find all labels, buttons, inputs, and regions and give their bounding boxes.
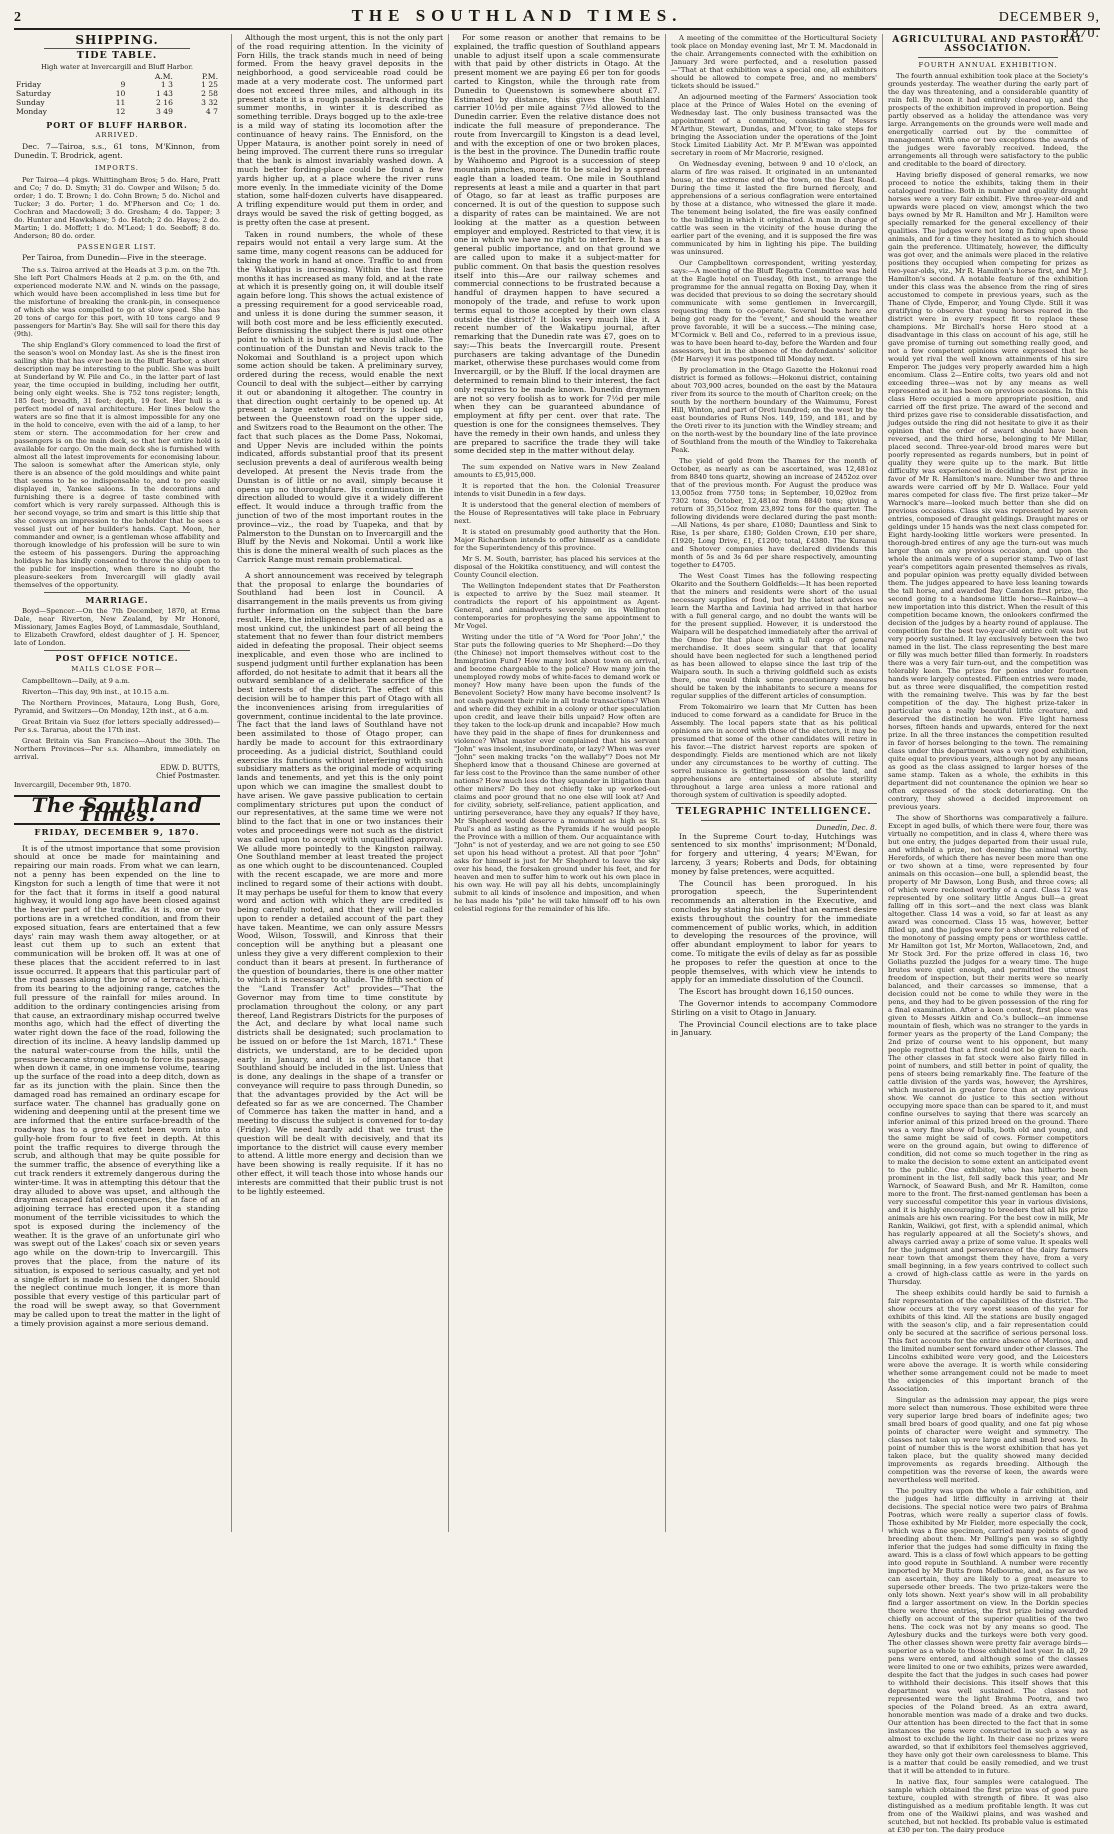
arrived-heading: ARRIVED. bbox=[95, 131, 139, 140]
telegraphic-paragraph: The Governor intends to accompany Commodore Stirling on a visit to Otago in January. bbox=[671, 998, 877, 1017]
news-item: From Tokomairiro we learn that Mr Cutten has been induced to come forward as a candidate for Bruce in the Assembly. The local papers state that as his political opinions are in accord with those of the electors, it may be presumed that some of the other candidates will retire in his favor.—The district harvest reports are spoken of despondingly. Fields are mentioned which are not likely under any circumstances to be worthy of cutting. The sorrel nuisance is getting possession of the land, and apprehensions are entertained of absolute sterility throughout a large area unless a more rational and thorough system of cultivation is speedily adopted. bbox=[671, 703, 877, 799]
editorial-paragraph: A short announcement was received by telegraph that the proposal to enlarge the boundaries of Southland had been lost in Council. A disarrangement in the mails prevents us from giving further information on the subject than the bare result. Here, the intelligence has been accepted as a most unkind cut, the unkindest part of all being the statement that no fewer than four district members aided in defeating the proposal. Their object seems inexplicable, and even those who are inclined to suspend judgment until further explanation has been afforded, do not hesitate to admit that it bears all the outward semblance of a deliberate sacrifice of the best interests of the district. The effect of this decision will be to hamper this part of Otago with all the inconveniences arising from irregularities of government, continue incidental to the late province. The fact that the land laws of Southland have not been assimilated to those of Otago proper, can hardly be made to account for this extraordinary proceeding. As a judicial district, Southland could exercise its functions without interfering with such subsidiary matters as the original mode of acquiring lands and tenements, and yet this is the only point upon which we can imagine the smallest doubt to have arisen. We gave passive publication to certain complimentary strictures put upon the conduct of our representatives, at the same time we were not blind to the fact that in one or two instances their votes and proceedings were not such as the district was called upon to accept with unqualified approval. We allude more pointedly to the Kingston railway. One Southland member at least treated the project as one which ought to be discountenanced. Coupled with the recent escapade, we are more and more inclined to regard some of their actions with doubt. It may perhaps be useful for them to know that every word and action with which they are credited is being carefully noted, and that they will be called upon to render a detailed account of the part they have taken. Meantime, we can only assure Messrs Wood, Wilson, Tosswill, and Kinross that their conception will be anything but a pleasant one unless they give a very different complexion to their conduct than it bears at present. In furtherance of the question of boundaries, there is one other matter to which it is necessary to allude. The fifth section of the "Land Transfer Act" provides—"That the Governor may from time to time constitute by proclamation throughout the colony, or any part thereof, Land Registrars Districts for the purposes of the Act, and declare by what local name such districts shall be designated; such proclamation to be issued on or before the 1st March, 1871." These districts, we understand, are to be decided upon early in January, and it is of importance that Southland should be included in the list. Unless that is done, any dealings in the shape of a transfer or conveyance will require to pass through Dunedin, so that the advantages provided by the Act will be defeated so far as we are concerned. The Chamber of Commerce has taken the matter in hand, and a meeting to discuss the subject is convened for to-day (Friday). We need hardly add that we trust the question will be dealt with decisively, and that its importance to the district will cause every member to attend. A little more energy and decision than we have been showing is really requisite. If it has no other effect, it will teach those into whose hands our interests are committed that their public trust is not to be lightly esteemed. bbox=[237, 570, 443, 1196]
issue-date: DECEMBER 9, 1870. bbox=[998, 10, 1100, 41]
telegraphic-heading: TELEGRAPHIC INTELLIGENCE. bbox=[676, 806, 872, 817]
agricultural-paragraph: The poultry was upon the whole a fair exhibition, and the judges had little difficulty in arriving at their decisions. The special notice were two pairs of Brahma Pootras, which were really a superior class of fowls. Those exhibited by Mr Fielder, more especially the cock, which was a fine specimen, carried many points of good breeding about them. Mr Pelling's pen was so slightly inferior that the judges had some difficulty in fixing the award. This is a class of fowl which appears to be getting into good repute in Southland. A number were recently imported by Mr Butts from Melbourne, and, as far as we can ascertain, they are likely to a great measure to supersede other breeds. The two prize-takers were the only lots shown. Next year's show will in all probability find a larger assortment on view. In the Dorkin species there were three entries, the first prize being awarded chiefly on account of the superior qualities of the two hens. The cock was not by any means so good. The Aylesbury ducks and the turkeys were both very good. The other classes shown were pretty fair average birds—superior as a whole to those exhibited last year. In all, 29 pens were entered, and although some of the classes were limited to one or two exhibits, prizes were awarded, despite the fact that the judges in such cases had power to withhold their decisions. This itself shows that this department was well sustained. The classes not represented were the light Brahma Pootra, and two species of the Poland breed. As an extra award, honorable mention was made of a drake and two ducks. Our attention has been directed to the fact that in some instances the pens were constructed in such a way as almost to exclude the light. In their case no prizes were awarded, so that if exhibitors feel themselves aggrieved, they have only got their own carelessness to blame. This is a matter that could be easily remedied, and we trust that it will be attended to in future. bbox=[888, 1487, 1088, 1776]
agricultural-paragraph: Singular as the admission may appear, the pigs were more select than numerous. Those exhibited were three very superior large bred boars of indefinite ages; two small bred boars of good quality, and one fat pig whose points of character were weight and symmetry. The classes not taken up were large and small bred sows. In point of number this is the worst exhibition that has yet taken place, but the quality showed many decided improvements as regards breeding. Although the competition was the reverse of keen, the awards were nevertheless well merited. bbox=[888, 1396, 1088, 1485]
passenger-heading: PASSENGER LIST. bbox=[77, 242, 157, 251]
editorial-date: FRIDAY, DECEMBER 9, 1870. bbox=[34, 827, 200, 838]
news-item: On Wednesday evening, between 9 and 10 o'clock, an alarm of fire was raised. It originated in an untenanted house, at the extreme end of the town, on the East Road. During the time it lasted the fire burned fiercely, and apprehensions of a serious conflagration were entertained by those at a distance, who witnessed the glare it made. The tenement being isolated, the fire was easily confined to the building in which it originated. A man in charge of cattle was seen in the vicinity of the house during the earlier part of the evening, and it is supposed the fire was communicated by him in lighting his pipe. The building was uninsured. bbox=[671, 160, 877, 256]
tide-row: Sunday 11 2 16 3 32 bbox=[16, 97, 218, 107]
passenger-text: Per Tairoa, from Dunedin—Five in the steerage. bbox=[22, 253, 207, 263]
column-4 bbox=[665, 34, 877, 1532]
page-number: 2 bbox=[14, 10, 21, 25]
news-item: An adjourned meeting of the Farmers' Association took place at the Prince of Wales Hotel on the evening of Wednesday last. The only business transacted was the appointment of a committee, consisting of Messrs M'Arthur, Stewart, Dundas, and M'Ivor, to take steps for bringing the Association under the operations of the Joint Stock Limited Liability Act. Mr P. M'Ewan was appointed secretary in room of Mr Macrorie, resigned. bbox=[671, 93, 877, 157]
editorial-paragraph: For some reason or another that remains to be explained, the traffic question of Southland appears unable to adjust itself upon a scale commensurate with that paid by other districts in Otago. At the present moment we are paying £6 per ton for goods carted to Kingston, while the through rate from Dunedin to Queenstown is somewhere about £7. Estimated by distance, this gives the Southland carrier 10½d per mile against 7½d allowed to the Dunedin carrier. Even the relative distance does not indicate the full measure of preponderance. The route from Invercargill to Kingston is a dead level, and with the exception of one or two broken places, is the best in the province. The Dunedin traffic route by Waihoemo and Pigroot is a succession of steep mountain pinches, more fit to be scaled by a spread eagle than a loaded team. One mile in Southland represents at least a mile and a quarter in that part of Otago, so far at least as traffic purposes are concerned. It is out of the question to suppose such a disparity of rates can be maintained. We are not looking at the matter as a question between employer and employed. Restricted to that view, it is one in which we have no right to interfere. It has a general public importance, and on that ground we are called upon to make it a subject-matter for public comment. On that basis the question resolves itself into this—Are our railway schemes and commercial connections to be frustrated because a handful of draymen happen to have secured a monopoly of the trade, and refuse to work upon terms equal to those accepted by their own class outside the district? It looks very much like it. A recent number of the Wakatipu journal, after remarking that the Dunedin rate was £7, goes on to say:—This beats the Invercargill route. Present purchasers are taking advantage of the Dunedin market, otherwise these purchases would come from Invercargill, or by the Bluff. If the local draymen are determined to remain blind to their interest, the fact only requires to be made known. Dunedin draymen are not so very foolish as to work for 7½d per mile when they can be guaranteed abundance of employment at fifty per cent. over that rate. The question is one for the consignees themselves. They have the remedy in their own hands, and unless they are prepared to sacrifice the trade they will take some decided step in the matter without delay. bbox=[454, 33, 660, 456]
agricultural-paragraph: The sheep exhibits could hardly be said to furnish a fair representation of the capabilities of the district. The show occurs at the very worst season of the year for exhibits of this kind. All the stations are busily engaged with the season's clip, and a fair representation could only be secured at the sacrifice of serious personal loss. This fact accounts for the entire absence of Merinos, and the limited number sent forward under other classes. The Lincolns exhibited were very good, and the Leicesters were above the average. It is worth while considering whether some arrangement could not be made to meet the exigencies of this important branch of the Association. bbox=[888, 1289, 1088, 1394]
news-item: It is understood that the general election of members of the House of Representatives will take place in February next. bbox=[454, 501, 660, 526]
telegraphic-dateline: Dunedin, Dec. 8. bbox=[816, 822, 877, 832]
arrived-text: Dec. 7—Tairoa, s.s., 61 tons, M'Kinnon, from Dunedin. T. Brodrick, agent. bbox=[14, 142, 220, 160]
editorial-paragraph: It is of the utmost importance that some provision should at once be made for maintaining and repairing our main roads. From what we can learn, not a penny has been expended on the line to Kingston for such a length of time that were it not for the fact that it forms in itself a good natural highway, it would long ago have been closed against the heavier part of the traffic. As it is, one or two portions are in a wretched condition, and from their exposed situation, fears are entertained that a few days' rain may wash them away altogether, or at least cut them up to such an extent that communication will be broken off. It was at one of these places that the accident referred to in last issue occurred. It appears that this particular part of the road passes along the brow of a terrace, which, from its bearing to the adjoining range, catches the full pressure of the rainfall for miles around. In addition to the ordinary contingencies arising from that cause, an extraordinary mishap occurred twelve months ago, which had the effect of diverting the water right down the face of the road, following the direction of its incline. A heavy landslip dammed up the natural water-course from the hills, until the pressure became strong enough to force its passage, when down it came, in one immense volume, tearing up the surface of the road into a deep ditch, down as far as its junction with the plain. Since then the damaged road has remained an ordinary escape for surface water. The channel has gradually gone on widening and deepening until at the present time we are informed that the entire surface-breadth of the roadway has to a great extent been worn into a gully-hole from four to five feet in depth. At this point the traffic requires to diverge through the scrub, and although that may be quite possible for the summer traffic, the absence of everything like a cut track renders it extremely dangerous during the winter-time. It was in attempting this détour that the dray alluded to above was upset, and although the drayman escaped fatal consequences, the face of an adjoining terrace has erected upon it a standing monument of the terrible vicissitudes to which the spot is exposed during the inclemency of the weather. It is the grave of an unfortunate girl who was swept out of the Lakes' coach six or seven years ago while on the down-trip to Invercargill. This proves that the place, from the nature of its situation, is exposed to serious casualty, and yet not a single effort is made to lessen the danger. Should the neglect continue much longer, it is more than possible that every vestige of this particular part of the road will be swept away, so that Government may be called upon to treat the matter in the light of a timely provision against a more serious demand. bbox=[14, 843, 220, 1328]
tide-col-pm: P.M. bbox=[201, 71, 218, 81]
post-office-place-date: Invercargill, December 9th, 1870. bbox=[14, 781, 132, 790]
column-2 bbox=[231, 34, 443, 1532]
postmaster-signature: EDW. D. BUTTS, bbox=[160, 762, 220, 772]
telegraphic-paragraph: In the Supreme Court to-day, Hutchings was sentenced to six months' imprisonment; M'Donald, for forgery and uttering, 4 years; M'Ewan, for larceny, 3 years; Roberts and Dods, for obtaining money by false pretences, were acquitted. bbox=[671, 831, 877, 876]
marriage-text: Boyd—Spencer.—On the 7th December, 1870, at Erma Dale, near Riverton, New Zealand, by Mr Honoré, Missionary, James Eagles Boyd, of Lammasdale, Southland, to Elizabeth Crawford, eldest daughter of J. H. Spencer, late of London. bbox=[14, 606, 220, 647]
tide-table-heading: TIDE TABLE. bbox=[76, 49, 158, 61]
news-item: The yield of gold from the Thames for the month of October, as nearly as can be ascertained, was 12,481oz from 8840 tons quartz, showing an increase of 2452oz over that of the previous month. For August the produce was 13,005oz from 7750 tons; in September, 10,029oz from 7302 tons; October, 12,481oz from 8840 tons; giving a return of 35,515oz from 23,892 tons for the quarter. The following dividends were declared during the past month:—All Nations, 4s per share, £1080; Dauntless and Sink to Rise, 1s per share, £180; Golden Crown, £10 per share, £1920; Long Drive, £1, £1200; total, £4380. The Kuranui and Shotover companies have declared dividends this month of 5s and 3s 6d per share respectively, amounting together to £4705. bbox=[671, 457, 877, 569]
news-item: The sum expended on Native wars in New Zealand amounts to £5,915,000. bbox=[454, 463, 660, 480]
news-item: By proclamation in the Otago Gazette the Hokonui road district is formed as follows:—Hokonui district, containing about 703,900 acres, bounded on the east by the Mataura river from its source to the mouth of Charlton creek; on the south by the northern boundary of the Waimumu, Forest Hill, Winton, and part of Oreti hundred; on the west by the east boundaries of Runs Nos. 149, 159, and 181, and by the Oreti river to its junction with the Windley stream; and on the north-west by the boundary line of the late province of Southland from the mouth of the Windley to Takerehaka Peak. bbox=[671, 366, 877, 454]
news-item: Mr S. M. South, barrister, has placed his services at the disposal of the Hokitika constituency, and will contest the County Council election. bbox=[454, 555, 660, 580]
mail-item: Campbelltown—Daily, at 9 a.m. bbox=[22, 676, 130, 685]
postmaster-title: Chief Postmaster. bbox=[156, 771, 220, 781]
tide-table bbox=[14, 73, 220, 117]
column-3 bbox=[448, 34, 660, 1532]
agricultural-subheading: FOURTH ANNUAL EXHIBITION. bbox=[918, 60, 1058, 69]
tide-row: Friday 9 1 3 1 25 bbox=[16, 80, 218, 90]
mail-item: Great Britain via San Francisco—About the 30th. The Northern Provinces—Per s.s. Alhambra, immediately on arrival. bbox=[14, 736, 220, 761]
column-5 bbox=[882, 34, 1088, 1834]
imports-heading: IMPORTS. bbox=[95, 163, 139, 172]
editorial-paragraph: Although the most urgent, this is not the only part of the road requiring attention. In the vicinity of Forn Hills, the track stands much in need of being formed. From the heavy gravel deposits in the neighborhood, a good serviceable road could be made at a very moderate cost. The unformed part does not exceed three miles, and although in its present state it is a rough passable track during the summer months, in winter it is described as something terrible. Drays bogged up to the axle-tree is a mild way of stating its locomotion after the continuance of heavy rains. The Ennisford, on the Upper Mataura, is another point sorely in need of being improved. The current there runs so irregular that the bank is almost invariably washed down. A much better fording-place could be found a few yards higher up, at a place where the river runs more evenly. In the immediate vicinity of the Dome station, some half-dozen culverts have disappeared. A trifling expenditure would put them in order, and drays would be saved the risk of getting bogged, as is pretty often the case at present. bbox=[237, 33, 443, 227]
tide-col-am: A.M. bbox=[154, 71, 173, 81]
port-heading: PORT OF BLUFF HARBOR. bbox=[46, 119, 188, 130]
news-item: It is stated on presumably good authority that the Hon. Major Richardson intends to offer himself as a candidate for the Superintendency of this province. bbox=[454, 528, 660, 553]
mail-item: Great Britain via Suez (for letters specially addressed)—Per s.s. Tararua, about the 17th inst. bbox=[14, 717, 220, 734]
tide-row: Monday 12 3 49 4 7 bbox=[16, 106, 218, 116]
tide-row: Saturday 10 1 43 2 58 bbox=[16, 89, 218, 99]
running-title: THE SOUTHLAND TIMES. bbox=[351, 6, 683, 25]
news-item: Writing under the title of "A Word for 'Poor John'," the Star puts the following queries to Mr Shepherd:—Do they (the Chinese) not import themselves without cost to the Immigration Fund? How many lost about town on arrival, and become chargeable to the police? How many join the unemployed rowdy mobs of white-faces to demand work or money? How many have been upon the funds of the Benevolent Society? How many have become insolvent? Is not cash payment their rule in all trade transactions? When and where did they exhibit in a colony or other speculation upon credit, and leave their bills unpaid? How often are they taken to the lock-up drunk and incapable? How much have they paid in the shape of fines for drunkenness and violence? What master ever complained that his servant "John" was insolent, insubordinate, or lazy? When was ever "John" seen making tracks "on the wallaby"? Does not Mr Shepherd know that a thousand Chinese are governed at far less cost to the Province than the same number of other nations? How much less do they squander in litigation than other miners? Do they not chiefly take up worked-out claims and poor ground that no one else will look at? And for civility, sobriety, self-reliance, patient application, and untiring perseverance, have they any equals? If they have, Mr Shepherd would deserve a monument as high as St. Paul's and as lasting as the Pyramids if he would people the Province with a million of them. Our acquaintance with "John" is not of yesterday, and we are not going to see £50 set upon his head without a protest. All that poor "John" asks for himself is just for Mr Shepherd to leave the sky over his head, the forsaken ground under his feet, and for heaven and men to suffer him to work out his own place in his own way. He will pay all his debts, uncomplainingly submit to all kinds of insolence and imposition, and when he has made his "pile" he will take himself off to his own celestial regions for the remainder of his life. bbox=[454, 633, 660, 914]
imports-text: Per Tairoa—4 pkgs. Whittingham Bros; 5 do. Hare, Pratt and Co; 7 do. D. Smyth; 31 do. Cowper and Wilson; 5 do. order; 1 do. T. Brown; 1 do. Cohn Brown; 5 do. Nichol and Tucker; 3 do. Porter; 1 do. M'Pherson and Co; 1 do. Cochran and Macdowell; 3 do. Gresham; 4 do. Tapper; 3 do. Hunter and Hawkshaw; 5 do. Hatch; 2 do. Hayes; 2 do. Martin; 1 do. Moffett; 1 do. M'Leod; 1 do. Seeboff; 8 do. Anderson; 80 do. order. bbox=[14, 175, 220, 240]
shipping-heading: SHIPPING. bbox=[75, 33, 159, 47]
shipping-news: The ship England's Glory commenced to load the first of the season's wool on Monday last. As she is the finest iron sailing ship that has ever been in the Bluff Harbor, a short description may be interesting to the public. She was built at Sunderland by W. Pile and Co., in the latter part of last year, the time occupied in building, including her outfit, being only eight weeks. She is 752 tons register; length, 185 feet; breadth, 31 feet; depth, 19 feet. Her hull is a perfect model of naval architecture. Her lines below the waters are so fine that it is almost impossible for any one in the hold to conceive, even with the aid of a lamp, to her stem or stern. The accommodation for her crew and passengers is on the main deck, so that her entire hold is available for cargo. On the main deck she is furnished with almost all the latest improvements for economising labour. The saloon is somewhat after the American style, only there is an absence of the gold mouldings and white paint that seems to be so indispensable to, and to pro easily displayed in, Yankee saloons. In the decorations and furnishing there is a degree of taste combined with comfort which is very rarely surpassed. Although this is her second voyage, so trim and smart is this little ship that she conveys an impression to the beholder that he sees a vessel just out of her builder's hands. Capt. Moon, her commander and owner, is a gentleman whose affability and thorough knowledge of his profession will be sure to win the esteem of his passengers. During the approaching holidays he has kindly consented to throw the ship open to the public for inspection, when there is no doubt the pleasure-seekers from Invercargill will gladly avail themselves of the opportunity. bbox=[14, 341, 220, 590]
marriage-heading: MARRIAGE. bbox=[85, 595, 149, 606]
post-office-heading: POST OFFICE NOTICE. bbox=[55, 652, 179, 663]
mail-item: Riverton—This day, 9th inst., at 10.15 a.m. bbox=[22, 687, 170, 696]
post-office-subheading: MAILS CLOSE FOR— bbox=[71, 664, 163, 673]
columns bbox=[14, 33, 1100, 1834]
agricultural-paragraph: In native flax, four samples were catalogued. The sample which obtained the first prize was of good pure texture, coupled with strength of fibre. It was also distinguished as a medium profitable length. It was cut from one of the Waikiwi plains, and was washed and scutched, but not heckled. Its probable value is estimated at £30 per ton. The dairy produce bbox=[888, 1778, 1088, 1834]
shipping-news: The s.s. Tairoa arrived at the Heads at 3 p.m. on the 7th. She left Port Chalmers Heads at 2 p.m. on the 6th, and experienced moderate N.W. and N. winds on the passage, which would have been accomplished in less time but for the misfortune of breaking the crank-pin, in consequence of which she was compelled to go at slow speed. She has 20 tons of cargo for this port, with 10 tons cargo and 9 passengers for Martin's Bay. She will sail for there this day (9th). bbox=[14, 266, 220, 339]
news-item: It is reported that the hon. the Colonial Treasurer intends to visit Dunedin in a few days. bbox=[454, 482, 660, 499]
tide-intro: High water at Invercargill and Bluff Harbor. bbox=[40, 62, 194, 71]
editorial-paragraph: Taken in round numbers, the whole of these repairs would not entail a very large sum. At the same time, many cogent reasons can be adduced for taking the work in hand at once. Traffic to and from the Wakatipu is increasing. Within the last three months it has increased as many fold, and at the rate at which it is presently going on, it will double itself again before long. This shows the actual existence of a pressing requirement for a good serviceable road, and unless it is done during the summer season, it will both cost more and be less efficiently executed. Before dismissing the subject there is just one other point to which it is but right we should allude. The continuation of the Dunstan and Nevis track to the Nokomai and Southland is a project upon which some action should be taken. A preliminary survey, ordered during the recess, would enable the next Council to deal with the subject—either by carrying it out or abandoning it altogether. The country in that direction ought certainly to be opened up. At present a large extent of territory is locked up between the Queenstown road on the upper side, and Switzers road to the Beaumont on the other. The fact that such places as the Dome Pass, Nokomai, and Upper Nevis are included within the points indicated, affords substantial proof that its present seclusion prevents a deal of auriferous wealth being developed. At present the Nevis trade from the Dunstan is of little or no avail, simply because it opens up no thoroughfare. Its continuation in the direction alluded to would give it a widely different effect. It would induce a through traffic from the junction of two of the most important routes in the province—viz., the road by Tuapeka, and that by Palmerston to the Dunstan on to Invercargill and the Bluff by the Nevis and Nokomai. Until a work like this is done the mineral wealth of such places as the Carrick Range must remain problematical. bbox=[237, 229, 443, 565]
flag-title: The Southland Times. bbox=[31, 793, 203, 826]
agricultural-heading: AGRICULTURAL AND PASTORAL ASSOCIATION. bbox=[892, 35, 1084, 54]
news-item: Our Campbelltown correspondent, writing yesterday, says:—A meeting of the Bluff Regatta Committee was held at the Eagle hotel on Tuesday, 6th inst., to arrange the programme for the annual regatta on Boxing Day, when it was decided that previous to so doing the secretary should communicate with some gentlemen in Invercargill, requesting them to co-operate. Several boats here are being got ready for the "event," and should the weather prove favorable, it will be a success.—The mining case, M'Cormick v. Bell and Co., referred to in a previous issue, was to have been heard to-day, before the Warden and four assessors, but in the absence of the defendants' solicitor (Mr Harvey) it was postponed till Monday next. bbox=[671, 259, 877, 363]
telegraphic-paragraph: The Council has been prorogued. In his prorogation speech, the Superintendent recommends an alteration in the Executive, and concludes by stating his belief that an earnest desire exists throughout the country for the immediate commencement of public works, which, in addition to developing the resources of the province, will offer abundant employment to labor for years to come. To mitigate the evils of delay as far as possible he proposes to refer the question at once to the people themselves, with which view he intends to apply for an immediate dissolution of the Council. bbox=[671, 878, 877, 985]
telegraphic-paragraph: The Escort has brought down 16,150 ounces. bbox=[679, 987, 854, 997]
news-item: The Wellington Independent states that Dr Featherston is expected to arrive by the Suez mail steamer. It contradicts the report of his appointment as Agent-General, and animadverts severely on its Wellington contemporaries for prophesying the same appointment to Mr Vogel. bbox=[454, 582, 660, 631]
news-item: A meeting of the committee of the Horticultural Society took place on Monday evening last, Mr T. M. Macdonald in the chair. Arrangements connected with the exhibition on January 3rd were perfected, and a resolution passed—"That at that exhibition was a special one, all exhibitors should be allowed to compete free, and no members' tickets should be issued." bbox=[671, 34, 877, 90]
agricultural-paragraph: The show of Shorthorns was comparatively a failure. Except in aged bulls, of which there were four, there was virtually no competition, and in class 4, where there was but one entry, the judges departed from their usual rule, and withheld a prize, not deeming the animal worthy. Herefords, of which there has never been more than one or two shown at a time, were represented by four animals on this occasion—one bull, a splendid beast, the property of Mr Dawson, Long Bush, and three cows; all of which were reckoned worthy of a card. Class 12 was represented by one solitary little Angus bull—a great falling off in this sort—and the next class was blank altogether. Class 14 was a void, so far at least as any award was concerned. Class 15 was, however, better filled up, and the judges were for a short time relieved of the monotony of passing empty pens or worthless cattle. Mr Hamilton got 1st, Mr Morton, Wallacetown, 2nd, and Mr Stock 3rd. For the prize offered in class 16, two Goliaths puzzled the judges for a weary time. The huge brutes were quiet enough, and permitted the utmost freedom of inspection, but their merits were so nearly balanced, and their carcasses so immense, that a decision could not be come to while they were in the pens, and they had to be given possession of the ring for a final examination. After a keen contest, first place was given to Messrs Aitkin and Co.'s bullock—an immense mountain of flesh, which was no stranger to the yards in former years as the property of the Land Company; the 2nd prize of course went to his opponent, but many people regretted that a first could not be given to each. The other classes in fat stock were also fairly filled in point of numbers, and still better in point of quality, the pens of steers being remarkably fine. The feature of the cattle division of the yards was, however, the Ayrshires, which mustered in greater force than at any previous show. We cannot do justice to this section without occupying more space than can be spared to it, and must confine ourselves to saying that there was scarcely an inferior animal of this prized breed on the ground. There was a very fine show of bulls, both old and young, and the same might be said of cows. Former competitors were on the ground again, but owing to difference of condition, did not come so much together in the ring as to make the decision to some extent an anticipated event to the public. One exhibitor, who has hitherto been prominent in the list, fell sadly back this year, and Mr Warnock, of Seaward Bush, and Mr R. Hamilton, come more to the front. The first-named gentleman has been a very successful competitor this year in various divisions, and it is highly encouraging to breeders that all his prize animals are his own rearing. For the best cow in milk, Mr Rankin, Waikiwi, got first, with a splendid animal, which has regularly appeared at all the Society's shows, and always carried away a prize of some value. It speaks well for the judgment and perseverance of the dairy farmers near town that amongst them they have, from a very small beginning, in a few years contrived to collect such a crowd of high-class cattle as were in the yards on Thursday. bbox=[888, 814, 1088, 1287]
agricultural-paragraph: The fourth annual exhibition took place at the Society's grounds yesterday. The weather during the early part of the day was threatening, and a considerable quantity of rain fell. By noon it had entirely cleared up, and the prospects of the exhibition improved in proportion. Being partly observed as a holiday the attendance was very large. Arrangements on the grounds were well made and energetically carried out by the committee of management. With one or two exceptions the awards of the judges were favorably received. Indeed, the arrangements all through were satisfactory to the public and creditable to the board of directory. bbox=[888, 72, 1088, 169]
agricultural-paragraph: Having briefly disposed of general remarks, we now proceed to notice the exhibits, taking them in their catalogued routine. Both in number and quality draught horses were a very fair exhibit. Five three-year-old and upwards were placed on view, amongst which the two bays owned by Mr R. Hamilton and Mr J. Hamilton were specially remarked for the general excellency of their qualities. The judges were not long in fixing upon those animals, and for a time they hesitated as to which should gain the preference. Ultimately, however, the difficulty was got over, and the animals were placed in the relative positions they occupied when competing for prizes as two-year-olds, viz., Mr R. Hamilton's horse first, and Mr J. Hamilton's second. A notable feature of the exhibition under this class was the absence from the ring of sires accustomed to compete in previous years, such as the Thane of Clyde, Emperor, and Young Clyde. Still it was gratifying to observe that young horses reared in the district were in every respect fit to replace these champions. Mr Birchall's horse Hero stood at a disadvantage in this class on account of his age, still he gave promise of turning out something really good, and not a few competent opinions were expressed that he would yet rival the well known attainments of his sire Emperor. The judges very properly awarded him a high encomium. Class 2—Entire colts, two years old and not exceeding three—was not by any means as well represented as it has been on previous occasions. In this class Hero occupied a more appropriate position, and carried off the first prize. The award of the second and third prizes gave rise to considerable dissatisfaction, and judges outside the ring did not hesitate to give it as their opinion that the order of award should have been reversed, and the third horse, belonging to Mr Millar, placed second. Three-year-old brood mares were but poorly represented as regards numbers, but in point of quality they were quite up to the mark. But little difficulty was experienced in deciding the first prize in favor of Mr R. Hamilton's mare. Number two and three awards were carried off by Mr D. Wallace. Four yeld mares competed for class five. The first prize taker—Mr Warnock's mare—looked much better than she did on previous occasions. Class six was represented by seven entries, composed of draught geldings. Draught mares or geldings under 15 hands was the next class competed for. Eight hardy-looking little workers were presented. In thorough-bred entires of any age the turn-out was much larger than on any previous occasion, and upon the whole the animals were of a superior stamp. Two of last year's competitors again presented themselves as rivals, and popular opinion was pretty equally divided between them. The judges appeared to have less leaning towards the tall horse, and awarded Bay Camden first prize, the second going to a handsome little horse—Rainbow—a new importation into this district. When the result of this competition became known, the onlookers confirmed the decision of the judges by a hearty round of applause. The competition for the best two-year-old entire colt was but very poorly sustained. It lay exclusively between the two named in the list. The class representing the best mare or filly was much better filled than formerly. In roadsters there was a very fair turn-out, and the competition was tolerably keen. The prizes for ponies under fourteen hands were largely contested. Fifteen entries were made, but as three were disqualified, the competition rested with the remaining twelve. This was by far the best competition of the day. The highest prize-taker in particular was a really beautiful little creature, and deserved the distinction he won. Five light harness horses, fifteen hands and upwards, entered for the next prize. In all the three instances the competition resulted in favor of horses belonging to the town. The remaining class under this department was a very good exhibition, quite equal to previous years, although not by any means as good as the class assigned to larger horses of the same stamp. Taken as a whole, the exhibits in this department did not countenance the opinion we hear so often expressed of the stock deteriorating. On the contrary, they showed a decided improvement on previous years. bbox=[888, 171, 1088, 812]
telegraphic-paragraph: The Provincial Council elections are to take place in January. bbox=[671, 1019, 877, 1038]
editorial-flag bbox=[14, 795, 220, 825]
column-1 bbox=[14, 34, 220, 1532]
news-item: The West Coast Times has the following respecting Okarito and the Southern Goldfields:—It has been reported that the miners and residents were short of the usual necessary supplies of food, but by the latest advices we learn the Martha and Lavinia had arrived in that harbor with a full general cargo, and no doubt the wants will be for the present supplied. However, it is understood the Waipara will be despatched immediately after the arrival of the Omeo for that place with a full cargo of general merchandise. It does seem singular that that locality should have been neglected for such a lengthened period as has been allowed to elapse since the last trip of the Waipara south. In such a thriving goldfield such as exists there, one would think some precautionary measures should be taken by the inhabitants to secure a means for regular supplies of the different articles of consumption. bbox=[671, 572, 877, 700]
mail-item: The Northern Provinces, Mataura, Long Bush, Gore, Pyramid, and Switzers—On Monday, 12th inst., at 6 a.m. bbox=[14, 698, 220, 715]
